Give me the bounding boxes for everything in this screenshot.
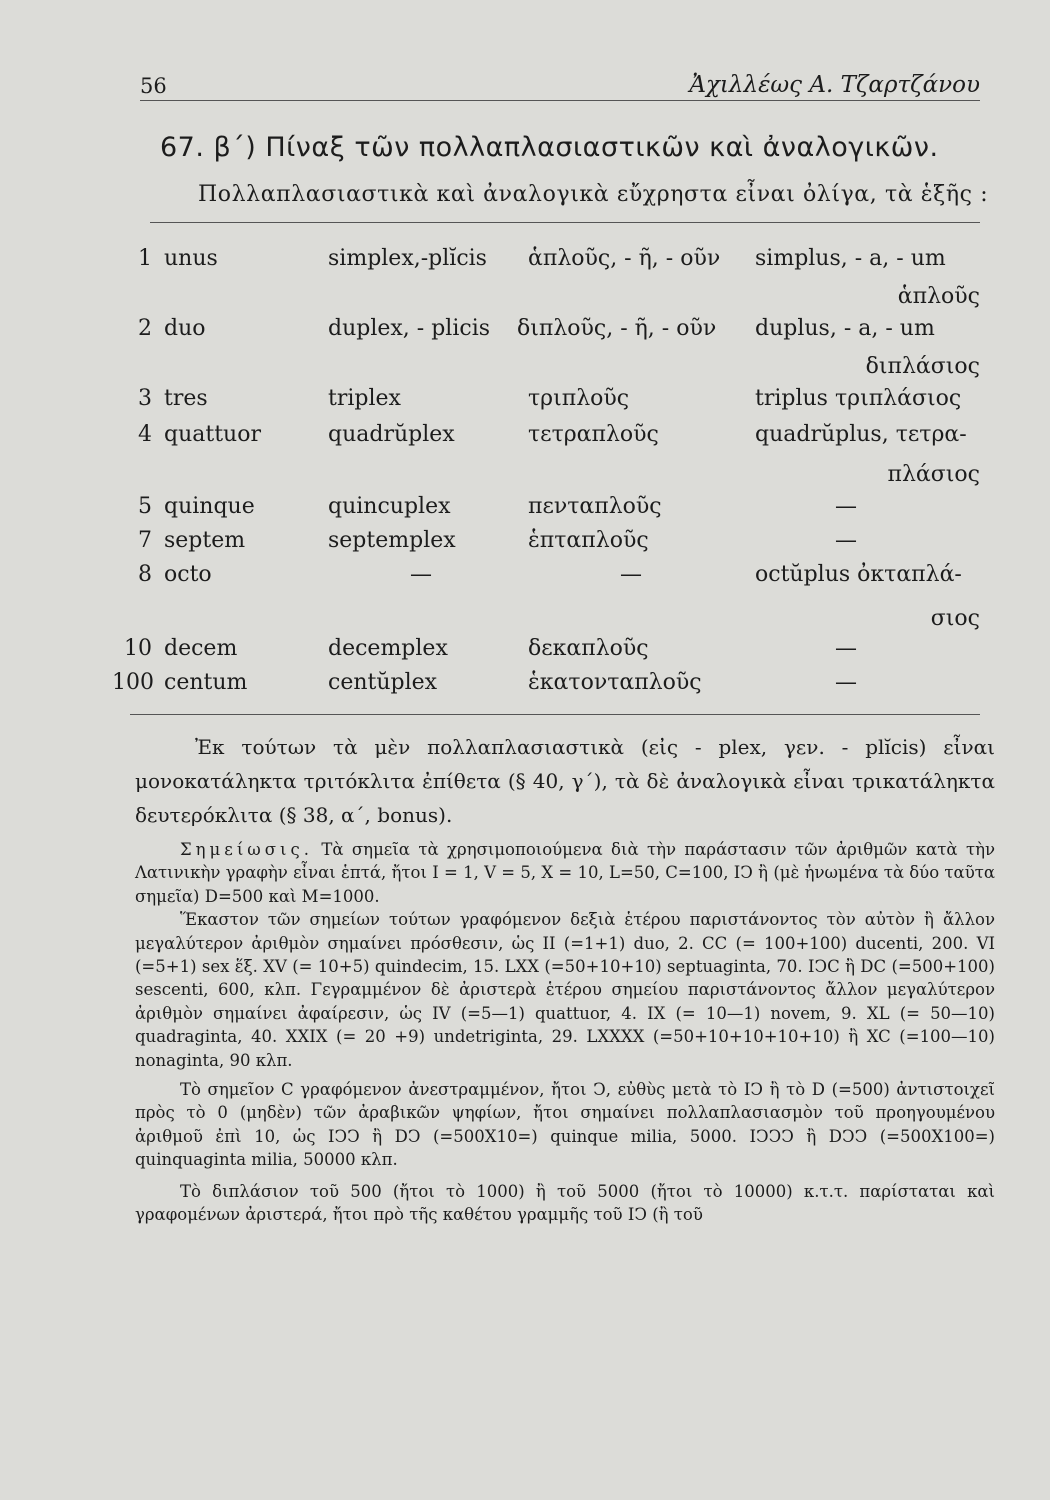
table-bottom-rule [130, 714, 980, 715]
greek-multiplicative: δεκαπλοῦς [528, 636, 649, 661]
row-number: 3 [138, 386, 152, 411]
table-top-rule [150, 222, 980, 223]
latin-multiplicative: — [410, 562, 432, 587]
row-number: 7 [138, 528, 152, 553]
latin-multiplicative: quincuplex [328, 494, 451, 519]
latin-cardinal: quattuor [164, 422, 261, 447]
proportional-continuation: διπλάσιος [865, 354, 980, 379]
row-number: 10 [124, 636, 152, 661]
latin-multiplicative: triplex [328, 386, 401, 411]
latin-cardinal: unus [164, 246, 218, 271]
greek-multiplicative: τριπλοῦς [528, 386, 630, 411]
note-paragraph: Τὸ διπλάσιον τοῦ 500 (ἤτοι τὸ 1000) ἢ τοῦ 5000 (ἤτοι τὸ 10000) κ.τ.τ. παρίσταται καὶ γραφομένων ἀριστερά, ἤτοι πρὸ τῆς καθέτου γραμμῆς τοῦ IↃ (ἢ τοῦ [135, 1181, 995, 1225]
latin-cardinal: octo [164, 562, 212, 587]
latin-multiplicative: decemplex [328, 636, 448, 661]
section-intro: Πολλαπλασιαστικὰ καὶ ἀναλογικὰ εὔχρηστα εἶναι ὀλίγα, τὰ ἑξῆς : [198, 182, 989, 207]
explanation-paragraph [135, 730, 995, 832]
latin-proportional: quadrŭplus, τετρα- [755, 422, 967, 447]
latin-cardinal: duo [164, 316, 206, 341]
latin-proportional: — [835, 528, 857, 553]
note-paragraph: Τὸ σημεῖον C γραφόμενον ἀνεστραμμένον, ἤτοι Ↄ, εὐθὺς μετὰ τὸ IↃ ἢ τὸ D (=500) ἀντιστοιχεῖ πρὸς τὸ 0 (μηδὲν) τῶν ἀραβικῶν ψηφίων, ἤτοι σημαίνει πολλαπλασιασμὸν τοῦ προηγουμένου ἀριθμοῦ ἐπὶ 10, ὡς IↃↃ ἢ DↃ (=500X10=) quinque milia, 5000. IↃↃↃ ἢ DↃↃ (=500X100=) quinquaginta milia, 50000 κλπ. [135, 1080, 995, 1170]
running-header [140, 68, 980, 100]
latin-cardinal: decem [164, 636, 238, 661]
latin-proportional: triplus τριπλάσιος [755, 386, 962, 411]
latin-cardinal: tres [164, 386, 208, 411]
latin-cardinal: centum [164, 670, 248, 695]
greek-multiplicative: ἑπταπλοῦς [528, 528, 649, 553]
latin-multiplicative: septemplex [328, 528, 456, 553]
proportional-continuation: ἁπλοῦς [897, 284, 980, 309]
proportional-continuation: σιος [930, 606, 980, 631]
header-rule [140, 100, 980, 101]
greek-multiplicative: ἑκατονταπλοῦς [528, 670, 702, 695]
greek-multiplicative: — [620, 562, 642, 587]
latin-multiplicative: centŭplex [328, 670, 438, 695]
latin-multiplicative: simplex,-plĭcis [328, 246, 487, 271]
row-number: 8 [138, 562, 152, 587]
row-number: 4 [138, 422, 152, 447]
greek-multiplicative: τετραπλοῦς [528, 422, 659, 447]
latin-multiplicative: duplex, - plicis [328, 316, 491, 341]
latin-cardinal: quinque [164, 494, 255, 519]
latin-proportional: simplus, - a, - um [755, 246, 946, 271]
latin-proportional: duplus, - a, - um [755, 316, 935, 341]
row-number: 5 [138, 494, 152, 519]
greek-multiplicative: πενταπλοῦς [528, 494, 662, 519]
latin-multiplicative: quadrŭplex [328, 422, 455, 447]
greek-multiplicative: διπλοῦς, - ῆ, - οῦν [517, 316, 717, 341]
section-title: 67. β΄) Πίναξ τῶν πολλαπλασιαστικῶν καὶ ἀναλογικῶν. [160, 132, 939, 163]
note-text: Τὰ σημεῖα τὰ χρησιμοποιούμενα διὰ τὴν παράστασιν τῶν ἀριθμῶν κατὰ τὴν Λατινικὴν γραφὴν εἶναι ἑπτά, ἤτοι I = 1, V = 5, X = 10, L=50, C=100, IↃ ἢ (μὲ ἡνωμένα τὰ δύο ταῦτα σημεῖα) D=500 καὶ M=1000. [135, 840, 995, 906]
note-paragraph: Ἕκαστον τῶν σημείων τούτων γραφόμενον δεξιὰ ἑτέρου παριστάνοντος τὸν αὐτὸν ἢ ἄλλον μεγαλύτερον ἀριθμὸν σημαίνει πρόσθεσιν, ὡς II (=1+1) duo, 2. CC (= 100+100) ducenti, 200. VI (=5+1) sex ἕξ. XV (= 10+5) quindecim, 15. LXX (=50+10+10) septuaginta, 70. IↃC ἢ DC (=500+100) sescenti, 600, κλπ. Γεγραμμένον δὲ ἀριστερὰ ἑτέρου σημείου παριστάνοντος ἄλλον μεγαλύτερον ἀριθμὸν σημαίνει ἀφαίρεσιν, ὡς IV (=5—1) quattuor, 4. IX (= 10—1) novem, 9. XL (= 50—10) quadraginta, 40. XXIX (= 20 +9) undetriginta, 29. LXXXX (=50+10+10+10+10) ἢ XC (=100—10) nonaginta, 90 κλπ. [135, 910, 995, 1070]
note-paragraph [135, 838, 995, 908]
running-title: Ἀχιλλέως Α. Τζαρτζάνου [689, 72, 980, 98]
latin-proportional: — [835, 670, 857, 695]
latin-proportional: — [835, 494, 857, 519]
row-number: 100 [112, 670, 154, 695]
paragraph-text: Ἐκ τούτων τὰ μὲν πολλαπλασιαστικὰ (εἰς - plex, γεν. - plĭcis) εἶναι μονοκατάληκτα τριτόκλιτα ἐπίθετα (§ 40, γ΄), τὰ δὲ ἀναλογικὰ εἶναι τρικατάληκτα δευτερόκλιτα (§ 38, α΄, bonus). [135, 735, 995, 827]
notes-block [135, 838, 995, 1227]
note-label: Σημείωσις. [180, 840, 313, 859]
greek-multiplicative: ἁπλοῦς, - ῆ, - οῦν [528, 246, 721, 271]
page-number: 56 [140, 74, 167, 98]
row-number: 2 [138, 316, 152, 341]
latin-proportional: octŭplus ὀκταπλά- [755, 562, 962, 587]
latin-proportional: — [835, 636, 857, 661]
latin-cardinal: septem [164, 528, 246, 553]
proportional-continuation: πλάσιος [887, 462, 980, 487]
row-number: 1 [138, 246, 152, 271]
